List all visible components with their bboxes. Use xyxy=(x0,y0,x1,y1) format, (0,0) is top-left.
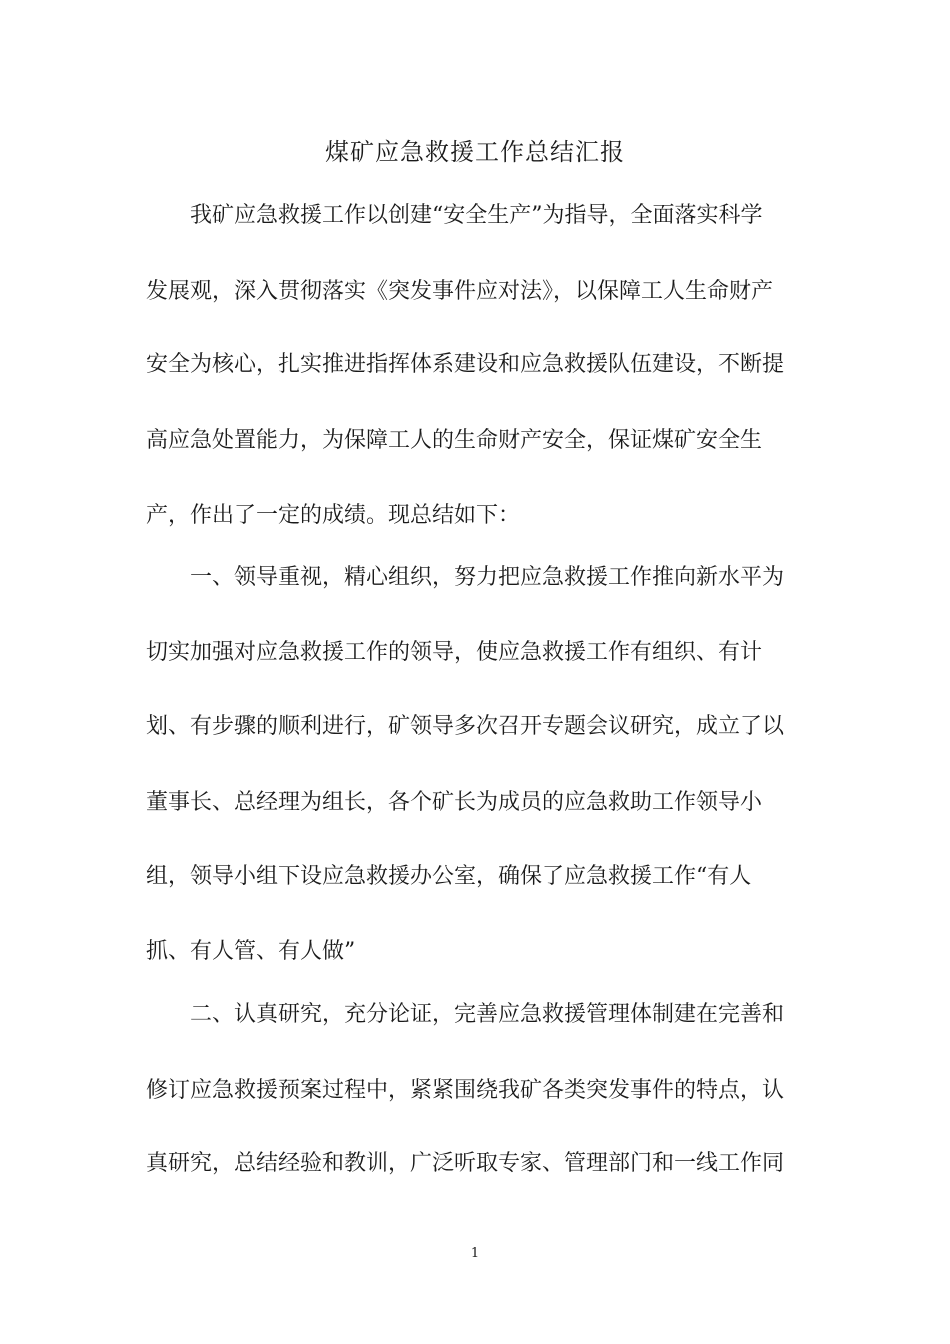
paragraph-line: 切实加强对应急救援工作的领导，使应急救援工作有组织、有计 xyxy=(146,640,763,665)
paragraph-line: 产，作出了一定的成绩。现总结如下： xyxy=(146,503,521,528)
paragraph-line: 抓、有人管、有人做” xyxy=(146,939,356,964)
paragraph-line: 二、认真研究，充分论证，完善应急救援管理体制建在完善和 xyxy=(190,1002,785,1027)
paragraph-line: 真研究，总结经验和教训，广泛听取专家、管理部门和一线工作同 xyxy=(146,1151,785,1176)
paragraph-line: 董事长、总经理为组长，各个矿长为成员的应急救助工作领导小 xyxy=(146,790,763,815)
document-title: 煤矿应急救援工作总结汇报 xyxy=(325,138,625,166)
paragraph-line: 一、领导重视，精心组织，努力把应急救援工作推向新水平为 xyxy=(190,565,785,590)
page-number: 1 xyxy=(470,1246,480,1261)
paragraph-line: 组，领导小组下设应急救援办公室，确保了应急救援工作“有人 xyxy=(146,864,752,889)
paragraph-line: 高应急处置能力，为保障工人的生命财产安全，保证煤矿安全生 xyxy=(146,428,763,453)
paragraph-line: 发展观，深入贯彻落实《突发事件应对法》，以保障工人生命财产 xyxy=(146,279,774,304)
paragraph-line: 安全为核心，扎实推进指挥体系建设和应急救援队伍建设，不断提 xyxy=(146,352,785,377)
paragraph-line: 划、有步骤的顺利进行，矿领导多次召开专题会议研究，成立了以 xyxy=(146,714,785,739)
paragraph-line: 我矿应急救援工作以创建“安全生产”为指导，全面落实科学 xyxy=(190,203,763,228)
paragraph-line: 修订应急救援预案过程中，紧紧围绕我矿各类突发事件的特点，认 xyxy=(146,1078,785,1103)
